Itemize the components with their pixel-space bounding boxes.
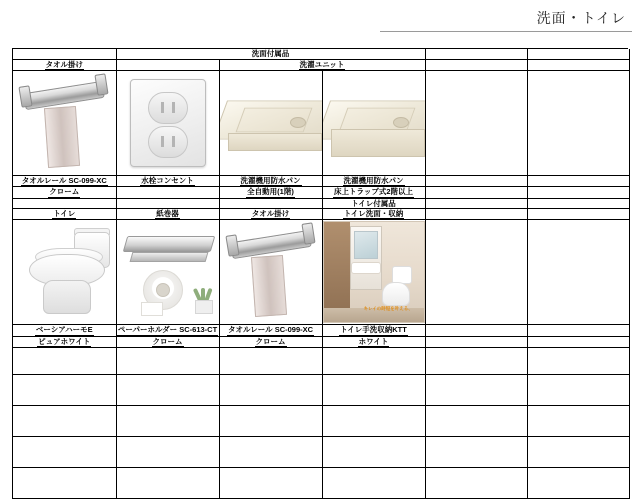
category-towel-rail-2 (219, 209, 322, 220)
product-name-label: ベーシアハーモE (35, 325, 93, 335)
category-label: トイレ洗面・収納 (343, 209, 404, 218)
product-name-towel-rail (13, 175, 116, 186)
product-variant-empty (425, 336, 527, 347)
product-name-paper-holder (116, 325, 219, 336)
blank-cell (116, 437, 219, 468)
vanity-mirror-shape (354, 231, 378, 259)
image-cell-empty (425, 70, 527, 175)
table-row (13, 70, 629, 175)
spec-table (13, 49, 630, 499)
toilet-image (13, 221, 116, 324)
product-variant-towel-rail-2 (219, 336, 322, 347)
blank-cell (322, 375, 425, 406)
blank-cell (116, 406, 219, 437)
section-cell-empty (116, 198, 219, 208)
paper-roll-core-shape (156, 283, 170, 297)
blank-cell (527, 468, 629, 499)
rail-cap-left-shape (19, 85, 33, 107)
outlet-plate-shape (130, 79, 206, 167)
toilet-vanity-cabinet-photo (323, 221, 425, 324)
product-name-toilet (13, 325, 116, 336)
towel-rail-illustration (223, 222, 319, 322)
blank-cell (219, 468, 322, 499)
product-variant-label: クローム (255, 336, 286, 346)
category-label: 洗濯ユニット (299, 59, 345, 69)
product-variant-washer-pan-1f (219, 187, 322, 198)
product-variant-empty (425, 187, 527, 198)
category-towel-rail (13, 59, 116, 70)
product-name-washer-pan-1f (219, 175, 322, 186)
product-name-label: ペーパーホルダー SC-613-CT (117, 325, 218, 335)
category-blank (527, 209, 629, 220)
table-row (13, 220, 629, 325)
plant-pot-shape (195, 300, 213, 314)
product-variant-label: クローム (49, 187, 80, 197)
towel-rail-image (13, 71, 116, 174)
image-cell-toilet-vanity (322, 220, 425, 325)
blank-cell (425, 375, 527, 406)
blank-cell (425, 406, 527, 437)
product-name-towel-rail-2 (219, 325, 322, 336)
blank-cell (219, 348, 322, 375)
socket-lower-shape (148, 126, 188, 158)
blank-cell (219, 437, 322, 468)
product-variant-washer-pan-2f (322, 187, 425, 198)
image-cell-empty (527, 70, 629, 175)
table-row (13, 59, 629, 70)
image-cell-towel-rail-2 (219, 220, 322, 325)
blank-cell (116, 375, 219, 406)
image-cell-washer-pan-1f (219, 70, 322, 175)
product-variant-label: ピュアホワイト (38, 336, 91, 346)
pan-drain-shape (393, 117, 409, 128)
product-variant-paper-holder (116, 336, 219, 347)
table-row (13, 437, 629, 468)
image-cell-water-outlet (116, 70, 219, 175)
paper-holder-illustration (117, 226, 219, 318)
towel-cloth-shape (250, 255, 286, 317)
pan-front-shape (228, 133, 322, 151)
category-blank (527, 59, 629, 70)
product-name-label: タオルレール SC-099-XC (21, 175, 107, 185)
pan-front-shape (331, 129, 425, 157)
vanity-photo-illustration (323, 221, 425, 323)
plant-decoration-shape (191, 284, 215, 314)
category-paper-holder (116, 209, 219, 220)
section-cell-empty (527, 198, 629, 208)
pan-drain-shape (290, 117, 306, 128)
blank-cell (13, 468, 116, 499)
blank-cell (13, 348, 116, 375)
category-blank (425, 59, 527, 70)
product-name-empty (425, 325, 527, 336)
table-row (13, 406, 629, 437)
table-row (13, 375, 629, 406)
holder-top-plate-shape (122, 236, 215, 252)
category-label: トイレ (53, 209, 76, 218)
blank-cell (116, 348, 219, 375)
image-cell-paper-holder (116, 220, 219, 325)
blank-cell (322, 437, 425, 468)
table-row (13, 336, 629, 347)
blank-cell (219, 406, 322, 437)
product-name-toilet-vanity (322, 325, 425, 336)
blank-cell (322, 406, 425, 437)
blank-cell (425, 468, 527, 499)
holder-arm-shape (129, 252, 208, 262)
table-row (13, 468, 629, 499)
paper-holder-image (117, 221, 219, 324)
rail-bar-shape (23, 81, 105, 110)
product-name-empty (527, 175, 629, 186)
product-name-washer-pan-2f (322, 175, 425, 186)
towel-cloth-shape (44, 106, 80, 168)
towel-rail-illustration (16, 73, 112, 173)
blank-cell (527, 437, 629, 468)
header-divider (380, 31, 632, 32)
blank-cell (116, 468, 219, 499)
image-cell-towel-rail (13, 70, 116, 175)
product-variant-toilet (13, 336, 116, 347)
category-toilet (13, 209, 116, 220)
section-cell-empty (13, 49, 116, 59)
category-blank (425, 209, 527, 220)
socket-slot-shape (161, 102, 164, 113)
socket-upper-shape (148, 92, 188, 124)
blank-cell (13, 406, 116, 437)
blank-cell (425, 348, 527, 375)
blank-cell (527, 348, 629, 375)
product-name-label: 洗濯機用防水パン (240, 175, 301, 185)
blank-cell (527, 375, 629, 406)
page-title: 洗面・トイレ (536, 10, 626, 26)
towel-rail-image (220, 221, 322, 324)
image-cell-washer-pan-2f (322, 70, 425, 175)
table-row (13, 209, 629, 220)
category-label: タオル掛け (45, 59, 83, 69)
washing-machine-pan-trap-image (323, 71, 425, 174)
pan-illustration (220, 85, 322, 161)
category-label: タオル掛け (251, 209, 290, 218)
product-name-empty (425, 175, 527, 186)
product-variant-toilet-vanity (322, 336, 425, 347)
blank-cell (219, 375, 322, 406)
socket-slot-shape (161, 136, 164, 147)
table-row (13, 325, 629, 336)
blank-cell (322, 468, 425, 499)
spec-sheet (12, 48, 628, 499)
product-name-label: 水栓コンセント (141, 175, 194, 185)
rail-cap-left-shape (225, 235, 239, 257)
table-row (13, 348, 629, 375)
product-variant-empty (116, 187, 219, 198)
product-variant-empty (527, 336, 629, 347)
product-variant-empty (527, 187, 629, 198)
vanity-toilet-shape (380, 266, 414, 306)
rail-cap-right-shape (95, 73, 109, 95)
category-laundry-unit (219, 59, 425, 70)
table-row (13, 175, 629, 186)
product-variant-label: 床上トラップ式2階以上 (333, 187, 414, 197)
section-cell-empty (425, 49, 527, 59)
vanity-wall-shape (324, 222, 350, 322)
socket-slot-shape (172, 136, 175, 147)
product-variant-label: クローム (152, 336, 183, 346)
product-name-label: トイレ手洗収納KTT (340, 325, 407, 335)
table-row (13, 198, 629, 208)
blank-cell (527, 406, 629, 437)
table-row (13, 187, 629, 198)
vanity-basin-shape (351, 262, 381, 274)
image-cell-toilet (13, 220, 116, 325)
product-name-label: 洗濯機用防水パン (343, 175, 404, 185)
product-name-water-outlet (116, 175, 219, 186)
section-title-toilet: トイレ付属品 (322, 198, 425, 208)
category-toilet-vanity (322, 209, 425, 220)
water-outlet-image (117, 71, 219, 174)
toilet-illustration (13, 226, 116, 318)
paper-sheet-shape (141, 302, 163, 316)
washing-machine-pan-image (220, 71, 322, 174)
page-header (0, 0, 640, 40)
photo-caption: キレイの時短を叶える、 (363, 305, 413, 311)
category-label: 紙巻器 (156, 209, 179, 218)
section-cell-empty (13, 198, 116, 208)
category-blank (116, 59, 219, 70)
section-title-washroom: 洗面付属品 (116, 49, 425, 59)
image-cell-empty (425, 220, 527, 325)
socket-slot-shape (172, 102, 175, 113)
product-variant-label: ホワイト (358, 336, 389, 346)
toilet-base-shape (43, 280, 91, 314)
image-cell-empty (527, 220, 629, 325)
blank-cell (425, 437, 527, 468)
blank-cell (13, 437, 116, 468)
product-variant-label: 全自動用(1階) (247, 187, 294, 197)
product-name-empty (527, 325, 629, 336)
product-name-label: タオルレール SC-099-XC (227, 325, 314, 335)
blank-cell (13, 375, 116, 406)
product-variant-towel-rail (13, 187, 116, 198)
section-cell-empty (425, 198, 527, 208)
table-row (13, 49, 629, 59)
section-cell-empty (219, 198, 322, 208)
section-cell-empty (527, 49, 629, 59)
pan-illustration (323, 85, 425, 161)
vanity-toilet-bowl-shape (382, 282, 410, 306)
blank-cell (322, 348, 425, 375)
